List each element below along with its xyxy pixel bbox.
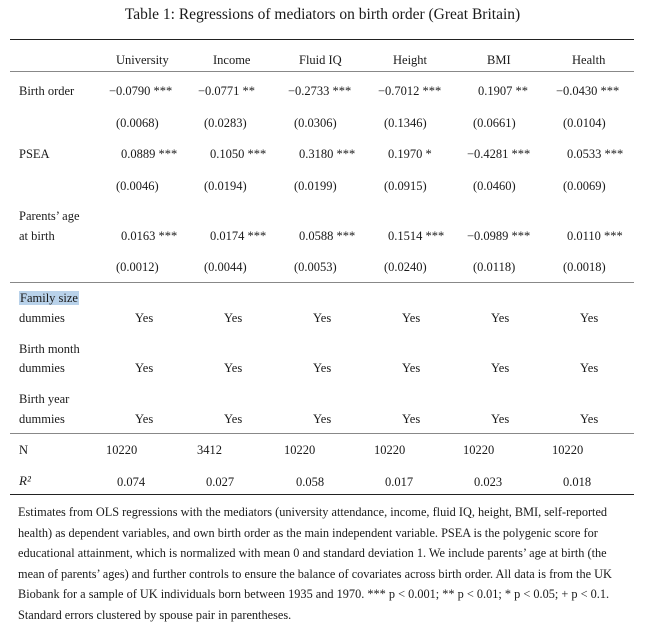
table-cell: 0.3180 *** bbox=[299, 147, 356, 161]
table-cell: Yes bbox=[580, 361, 599, 375]
table-cell: 0.0889 *** bbox=[121, 147, 178, 161]
table-cell: (0.0104) bbox=[563, 116, 606, 130]
row-label-n: N bbox=[19, 443, 29, 457]
table-cell: 0.0110 *** bbox=[567, 229, 623, 243]
table-cell: Yes bbox=[135, 412, 154, 426]
table-cell: (0.0044) bbox=[204, 260, 247, 274]
table-cell: 0.0588 *** bbox=[299, 229, 356, 243]
table-cell: 10220 bbox=[374, 443, 406, 457]
table-cell: Yes bbox=[224, 412, 243, 426]
table-cell: (0.0240) bbox=[384, 260, 427, 274]
table-cell: (0.0661) bbox=[473, 116, 516, 130]
table-cell: 0.027 bbox=[206, 475, 235, 489]
table-cell: (0.0306) bbox=[294, 116, 337, 130]
table-cell: −0.0771 ** bbox=[198, 84, 256, 98]
table-cell: −0.0989 *** bbox=[467, 229, 531, 243]
text-selection-highlight: Family size bbox=[20, 291, 78, 305]
table-cell: Yes bbox=[402, 361, 421, 375]
table-cell: (0.0118) bbox=[473, 260, 516, 274]
table-cell: Yes bbox=[224, 361, 243, 375]
table-cell: (0.1346) bbox=[384, 116, 427, 130]
header-rule bbox=[10, 71, 634, 72]
table-cell: (0.0199) bbox=[294, 179, 337, 193]
table-cell: −0.0430 *** bbox=[556, 84, 620, 98]
table-cell: −0.4281 *** bbox=[467, 147, 531, 161]
table-cell: Yes bbox=[580, 311, 599, 325]
table-cell: (0.0915) bbox=[384, 179, 427, 193]
table-cell: (0.0068) bbox=[116, 116, 159, 130]
col-header-income: Income bbox=[213, 53, 251, 67]
table-cell: −0.0790 *** bbox=[109, 84, 173, 98]
bottom-rule bbox=[10, 494, 634, 495]
table-cell: −0.7012 *** bbox=[378, 84, 442, 98]
row-label-birth-month-line2: dummies bbox=[19, 361, 65, 375]
table-cell: Yes bbox=[402, 412, 421, 426]
table-cell: Yes bbox=[135, 361, 154, 375]
table-cell: 10220 bbox=[463, 443, 495, 457]
top-rule bbox=[10, 39, 634, 40]
col-header-fluid-iq: Fluid IQ bbox=[299, 53, 342, 67]
row-label-birth-year: Birth year bbox=[19, 392, 70, 406]
table-cell: 0.017 bbox=[385, 475, 414, 489]
row-label-birth-month: Birth month bbox=[19, 342, 80, 356]
table-cell: 10220 bbox=[284, 443, 316, 457]
col-header-bmi: BMI bbox=[487, 53, 511, 67]
table-cell: 0.1050 *** bbox=[210, 147, 267, 161]
table-cell: 0.074 bbox=[117, 475, 146, 489]
table-cell: 0.058 bbox=[296, 475, 325, 489]
table-cell: 0.023 bbox=[474, 475, 503, 489]
row-label-birth-year-line2: dummies bbox=[19, 412, 65, 426]
table-cell: Yes bbox=[402, 311, 421, 325]
table-cell: (0.0046) bbox=[116, 179, 159, 193]
row-label-parents-age-line2: at birth bbox=[19, 229, 55, 243]
table-cell: 0.1970 * bbox=[388, 147, 432, 161]
table-cell: (0.0460) bbox=[473, 179, 516, 193]
table-cell: 0.0163 *** bbox=[121, 229, 178, 243]
table-cell: −0.2733 *** bbox=[288, 84, 352, 98]
table-cell: (0.0053) bbox=[294, 260, 337, 274]
table-cell: (0.0018) bbox=[563, 260, 606, 274]
row-label-family-size-line2: dummies bbox=[19, 311, 65, 325]
table-note: Estimates from OLS regressions with the mediators (university attendance, income, fluid IQ, height, BMI, self-reported health) as dependent variables, and own birth order as the main independent variable. PSEA is the polygenic score for educational attainment, which is normalized with mean 0 and standard deviation 1. We include parents’ age at birth (the mean of parents’ ages) and further controls to ensure the balance of covariates across birth order. All data is from the UK Biobank for a sample of UK individuals born between 1935 and 1970. *** p < 0.001; ** p < 0.01; * p < 0.05; + p < 0.1. Standard errors clustered by spouse pair in parentheses. bbox=[18, 505, 612, 622]
table-cell: 0.018 bbox=[563, 475, 592, 489]
col-header-health: Health bbox=[572, 53, 606, 67]
table-cell: 10220 bbox=[552, 443, 584, 457]
table-cell: Yes bbox=[135, 311, 154, 325]
col-header-university: University bbox=[116, 53, 169, 67]
table-cell: 0.1907 ** bbox=[478, 84, 528, 98]
table-cell: Yes bbox=[491, 412, 510, 426]
table-cell: Yes bbox=[491, 361, 510, 375]
table-cell: 3412 bbox=[197, 443, 222, 457]
table-cell: Yes bbox=[313, 311, 332, 325]
table-cell: (0.0194) bbox=[204, 179, 247, 193]
table-cell: Yes bbox=[580, 412, 599, 426]
row-label-r2: R² bbox=[19, 473, 31, 488]
table-cell: 0.0533 *** bbox=[567, 147, 624, 161]
row-label-parents-age: Parents’ age bbox=[19, 209, 80, 223]
table-cell: (0.0012) bbox=[116, 260, 159, 274]
table-cell: Yes bbox=[224, 311, 243, 325]
table-cell: 0.0174 *** bbox=[210, 229, 267, 243]
table-cell: Yes bbox=[313, 361, 332, 375]
table-cell: Yes bbox=[313, 412, 332, 426]
table-cell: (0.0069) bbox=[563, 179, 606, 193]
table-cell: 0.1514 *** bbox=[388, 229, 445, 243]
body-rule bbox=[10, 282, 634, 283]
row-label-family-size bbox=[19, 291, 79, 306]
table-cell: Yes bbox=[491, 311, 510, 325]
col-header-height: Height bbox=[393, 53, 428, 67]
row-label-birth-order: Birth order bbox=[19, 84, 75, 98]
table-title: Table 1: Regressions of mediators on birth order (Great Britain) bbox=[124, 6, 521, 23]
stats-rule bbox=[10, 433, 634, 434]
row-label-psea: PSEA bbox=[19, 147, 50, 161]
table-cell: 10220 bbox=[106, 443, 138, 457]
table-cell: (0.0283) bbox=[204, 116, 247, 130]
